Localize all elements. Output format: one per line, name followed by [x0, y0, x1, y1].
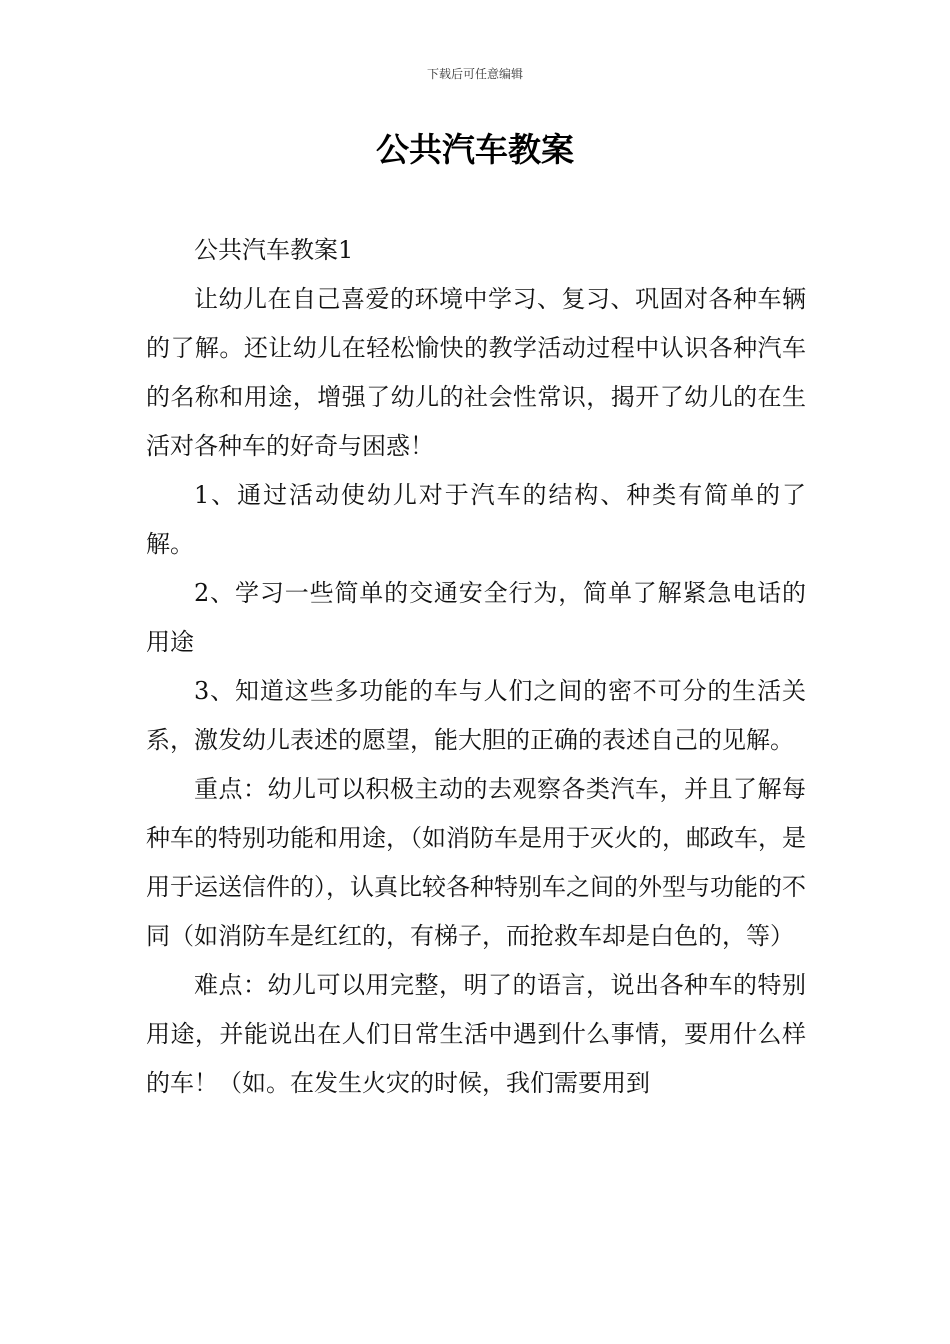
- paragraph-intro: 让幼儿在自己喜爱的环境中学习、复习、巩固对各种车辆的了解。还让幼儿在轻松愉快的教学活动过程中认识各种汽车的名称和用途，增强了幼儿的社会性常识，揭开了幼儿的在生活对各种车的好奇与困惑！: [146, 285, 806, 460]
- header-note: 下载后可任意编辑: [426, 67, 523, 81]
- document-title: 公共汽车教案: [376, 130, 574, 169]
- paragraph-goal-1: 1、通过活动使幼儿对于汽车的结构、种类有简单的了解。: [146, 481, 806, 558]
- section-heading: 公共汽车教案1: [194, 236, 354, 264]
- paragraph-difficulty: 难点：幼儿可以用完整，明了的语言，说出各种车的特别用途，并能说出在人们日常生活中遇到什么事情，要用什么样的车！（如。在发生火灾的时候，我们需要用到: [146, 971, 806, 1097]
- paragraph-goal-3: 3、知道这些多功能的车与人们之间的密不可分的生活关系，激发幼儿表述的愿望，能大胆的正确的表述自己的见解。: [146, 677, 806, 754]
- paragraph-goal-2: 2、学习一些简单的交通安全行为，简单了解紧急电话的用途: [146, 579, 806, 656]
- document-body: [146, 226, 806, 1108]
- paragraph-key-point: 重点：幼儿可以积极主动的去观察各类汽车，并且了解每种车的特别功能和用途，（如消防车是用于灭火的，邮政车，是用于运送信件的），认真比较各种特别车之间的外型与功能的不同（如消防车是红红的，有梯子，而抢救车却是白色的，等）: [146, 775, 806, 950]
